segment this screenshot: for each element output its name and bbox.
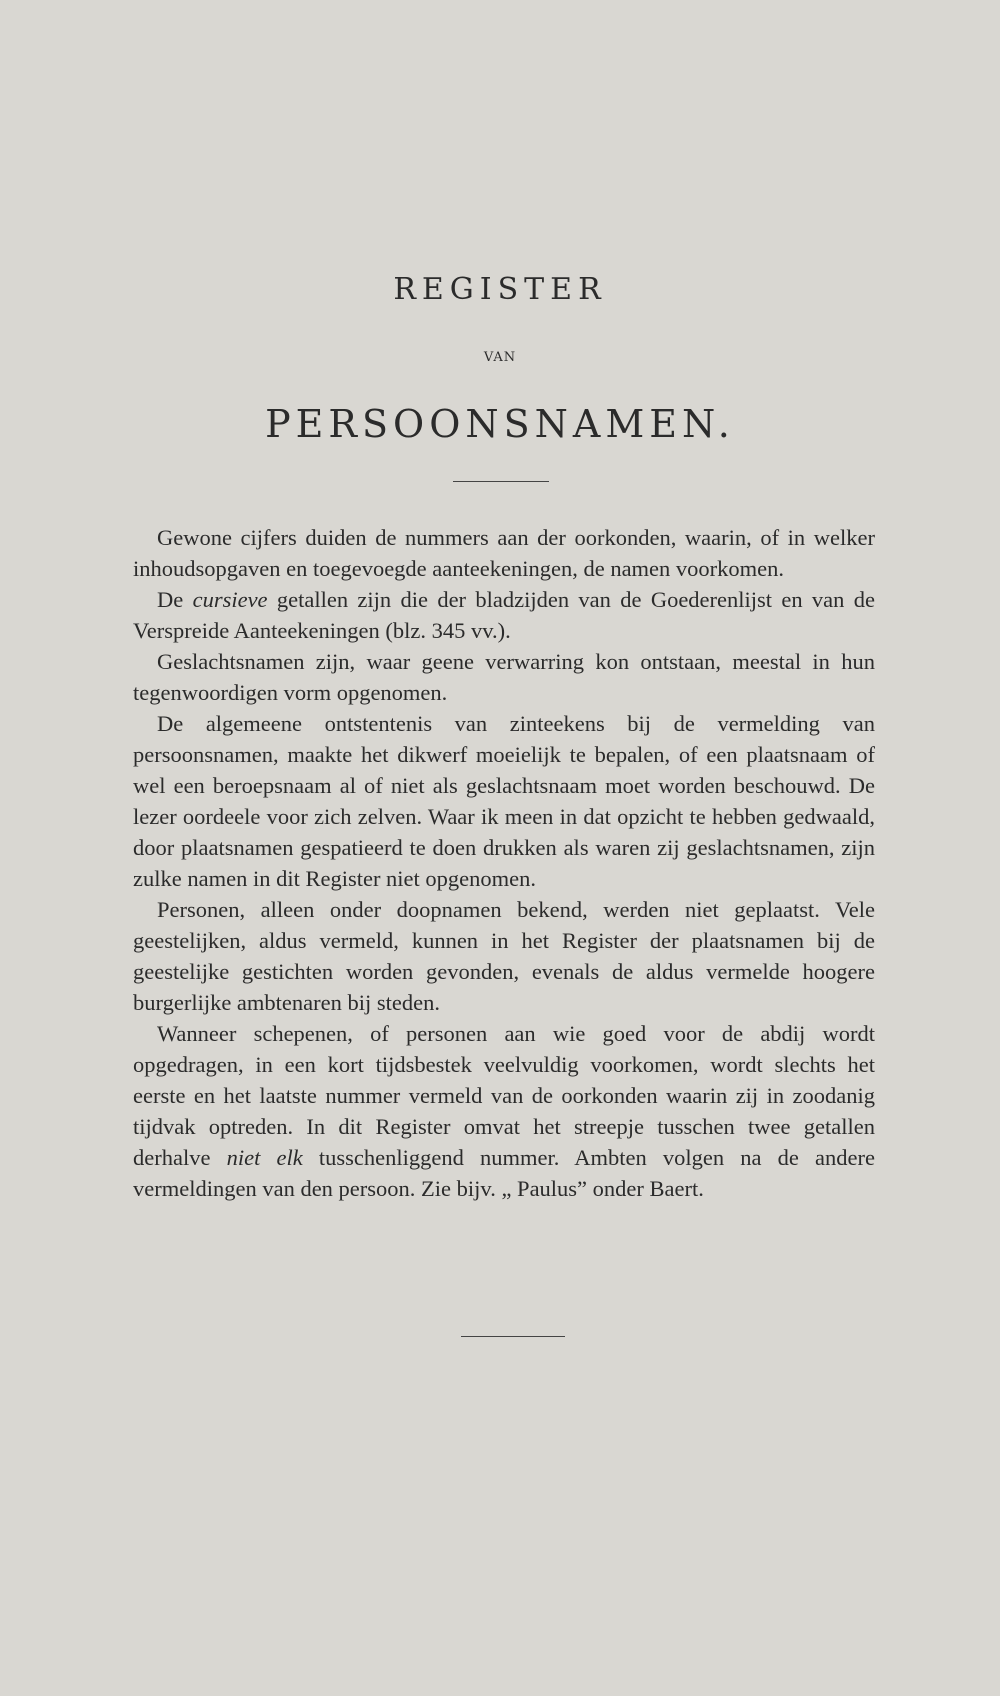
paragraph-text: getallen zijn die der bladzijden van de Goederenlijst en van de Verspreide Aanteekeningen (blz. 345 vv.). [133, 587, 875, 643]
paragraph-text: Wanneer schepenen, of personen aan wie goed voor de abdij wordt opgedragen, in een kort tijdsbestek veelvuldig voorkomen, wordt slechts het eerste en het laatste nummer vermeld van de oorkonden waarin zij in zoodanig tijdvak optreden. In dit Register omvat het streepje tusschen twee getallen derhalve [133, 1021, 875, 1170]
paragraph-text: tusschenliggend nummer. Ambten volgen na de andere vermeldingen van den persoon. Zie bijv. „ Paulus” onder Baert. [133, 1145, 875, 1201]
paragraph-zinteekens: De algemeene ontstentenis van zinteekens bij de vermelding van persoonsnamen, maakte het dikwerf moeielijk te bepalen, of een plaatsnaam of wel een beroepsnaam al of niet als geslachtsnaam moet worden beschouwd. De lezer oordeele voor zich zelven. Waar ik meen in dat opzicht te hebben gedwaald, door plaatsnamen gespatieerd te doen drukken als waren zij geslachtsnamen, zijn zulke namen in dit Register niet opgenomen. [133, 711, 875, 891]
paragraph-cijfers: Gewone cijfers duiden de nummers aan der oorkonden, waarin, of in welker inhoudsopgaven en toegevoegde aanteekeningen, de namen voorkomen. [133, 525, 875, 581]
paragraph-schepenen [133, 1018, 875, 1204]
paragraph-personen: Personen, alleen onder doopnamen bekend, werden niet geplaatst. Vele geestelijken, aldus vermeld, kunnen in het Register der plaatsnamen bij de geestelijke gestichten worden gevonden, evenals de aldus vermelde hoogere burgerlijke ambtenaren bij steden. [133, 897, 875, 1015]
paragraph-text: De [157, 587, 193, 612]
divider-bottom [461, 1336, 565, 1337]
paragraph-geslachtsnamen: Geslachtsnamen zijn, waar geene verwarring kon ontstaan, meestal in hun tegenwoordigen vorm opgenomen. [133, 649, 875, 705]
paragraph-cursieve [133, 584, 875, 646]
title-connector: VAN [483, 350, 517, 365]
introduction-text [133, 522, 875, 1204]
divider-top [453, 481, 549, 482]
italic-phrase: niet elk [226, 1145, 303, 1170]
persoonsnamen-title: PERSOONSNAMEN. [265, 402, 735, 446]
register-title: REGISTER [393, 272, 607, 307]
italic-word: cursieve [192, 587, 268, 612]
